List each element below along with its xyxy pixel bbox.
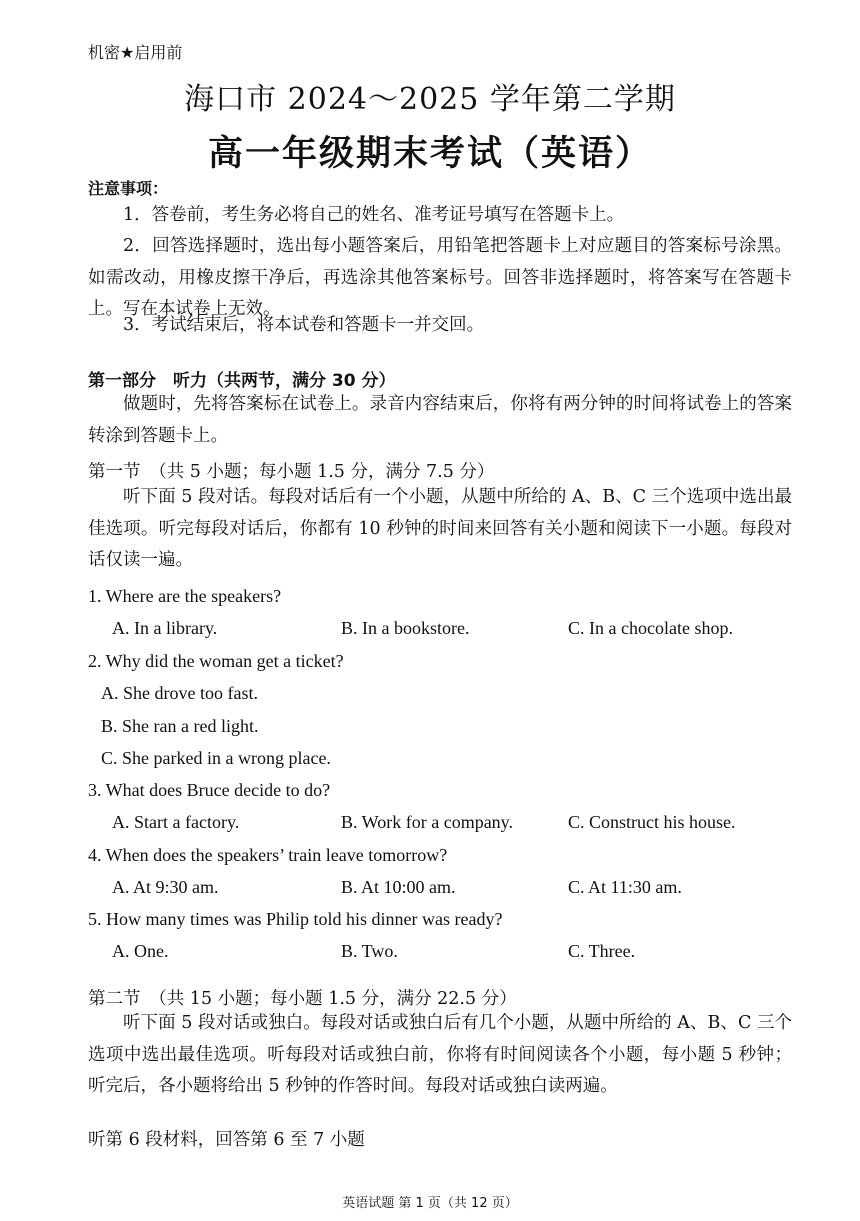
page-footer: 英语试题 第 1 页（共 12 页） [342, 1196, 518, 1211]
q2-option-a: A. She drove too fast. [101, 683, 258, 703]
part1-heading: 第一部分 听力（共两节，满分 30 分） [88, 371, 396, 391]
question-4: 4. When does the speakers’ train leave tomorrow? [88, 845, 448, 865]
q3-option-c: C. Construct his house. [568, 812, 736, 832]
exam-subtitle: 高一年级期末考试（英语） [207, 134, 652, 174]
confidential-mark: 机密★启用前 [88, 43, 183, 62]
q3-option-b: B. Work for a company. [341, 812, 514, 832]
exam-title: 海口市 2024～2025 学年第二学期 [184, 82, 676, 117]
notice-heading: 注意事项： [88, 179, 169, 198]
q2-option-b: B. She ran a red light. [101, 716, 259, 736]
q2-option-c: C. She parked in a wrong place. [101, 748, 331, 768]
question-5: 5. How many times was Philip told his dinner was ready? [88, 909, 503, 929]
notice-item-2: 2．回答选择题时，选出每小题答案后，用铅笔把答题卡上对应题目的答案标号涂黑。如需改动，用橡皮擦干净后，再选涂其他答案标号。回答非选择题时，将答案写在答题卡上。写在本试卷上无效。 [88, 236, 792, 319]
section2-intro: 听下面 5 段对话或独白。每段对话或独白后有几个小题，从题中所给的 A、B、C 三个选项中选出最佳选项。听每段对话或独白前，你将有时间阅读各个小题，每小题 5 秒钟；听完后，各小题将给出 5 秒钟的作答时间。每段对话或独白读两遍。 [88, 1013, 792, 1096]
q4-option-a: A. At 9:30 am. [112, 877, 219, 897]
q1-option-a: A. In a library. [112, 618, 218, 638]
material-instruction: 听第 6 段材料，回答第 6 至 7 小题 [88, 1130, 365, 1150]
section1-intro: 听下面 5 段对话。每段对话后有一个小题，从题中所给的 A、B、C 三个选项中选出最佳选项。听完每段对话后，你都有 10 秒钟的时间来回答有关小题和阅读下一小题。每段对话仅读一遍。 [88, 487, 793, 570]
question-1: 1. Where are the speakers? [88, 586, 282, 606]
q5-option-b: B. Two. [341, 941, 398, 961]
notice-item-1: 1．答卷前，考生务必将自己的姓名、准考证号填写在答题卡上。 [123, 205, 625, 225]
q1-option-b: B. In a bookstore. [341, 618, 470, 638]
q4-option-c: C. At 11:30 am. [568, 877, 682, 897]
q4-option-b: B. At 10:00 am. [341, 877, 456, 897]
q5-option-c: C. Three. [568, 941, 636, 961]
q3-option-a: A. Start a factory. [112, 812, 240, 832]
section2-heading: 第二节 （共 15 小题；每小题 1.5 分，满分 22.5 分） [88, 989, 517, 1009]
q5-option-a: A. One. [112, 941, 169, 961]
notice-item-3: 3．考试结束后，将本试卷和答题卡一并交回。 [123, 315, 485, 335]
q1-option-c: C. In a chocolate shop. [568, 618, 733, 638]
part1-intro: 做题时，先将答案标在试卷上。录音内容结束后，你将有两分钟的时间将试卷上的答案转涂到答题卡上。 [88, 394, 792, 446]
question-2: 2. Why did the woman get a ticket? [88, 651, 344, 671]
section1-heading: 第一节 （共 5 小题；每小题 1.5 分，满分 7.5 分） [88, 462, 495, 482]
question-3: 3. What does Bruce decide to do? [88, 780, 331, 800]
